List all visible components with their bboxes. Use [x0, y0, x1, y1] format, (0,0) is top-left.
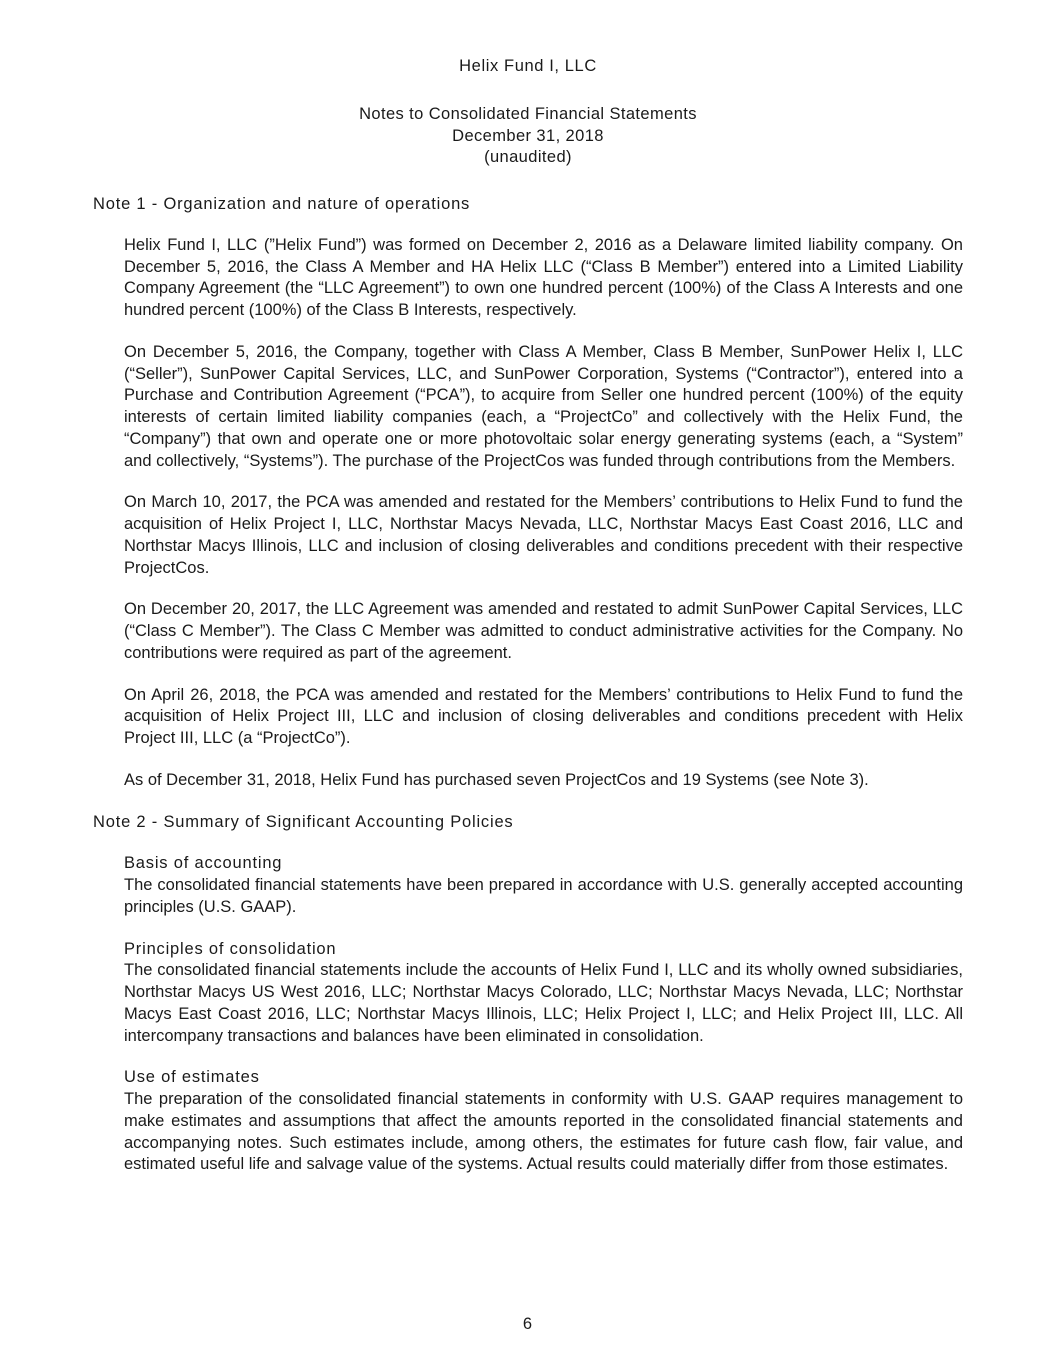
note-1-paragraph-pca-amendment-2018: On April 26, 2018, the PCA was amended and restated for the Members’ contributions to Helix Fund to fund the acquisition of Helix Project III, LLC and inclusion of closing deliverables and conditions precedent with Helix Project III, LLC (a “ProjectCo”).: [124, 685, 963, 747]
note-1-paragraph-formation: Helix Fund I, LLC (”Helix Fund”) was formed on December 2, 2016 as a Delaware limited liability company. On December 5, 2016, the Class A Member and HA Helix LLC (“Class B Member”) entered into a Limited Liability Company Agreement (the “LLC Agreement”) to own one hundred percent (100%) of the Class A Interests and one hundred percent (100%) of the Class B Interests, respectively.: [124, 235, 963, 319]
note-2-heading: Note 2 - Summary of Significant Accounting Policies: [93, 812, 514, 831]
page-number: 6: [522, 1315, 533, 1334]
subsection-body: The consolidated financial statements have been prepared in accordance with U.S. generally accepted accounting principles (U.S. GAAP).: [124, 876, 963, 916]
note-1-heading: Note 1 - Organization and nature of operations: [93, 195, 471, 213]
note-1-paragraph-pca: On December 5, 2016, the Company, together with Class A Member, Class B Member, SunPower Helix I, LLC (“Seller”), SunPower Capital Services, LLC, and SunPower Corporation, Systems (“Contractor”), entered into a Purchase and Contribution Agreement (“PCA”), to acquire from Seller one hundred percent (100%) of the equity interests of certain limited liability companies (each, a “ProjectCo” and collectively with the Helix Fund, the “Company”) that own and operate one or more photovoltaic solar energy generating systems (each, a “System” and collectively, “Systems”). The purchase of the ProjectCos was funded through contributions from the Members.: [124, 342, 963, 470]
note-2-section: [93, 812, 963, 1177]
document-title: Helix Fund I, LLC: [459, 57, 597, 75]
note-1-section: [93, 194, 963, 792]
subsection-heading: Use of estimates: [124, 1068, 260, 1087]
subsection-principles-of-consolidation: [124, 939, 963, 1048]
subsection-heading: Basis of accounting: [124, 854, 283, 873]
note-1-paragraph-llc-agreement-amendment: On December 20, 2017, the LLC Agreement was amended and restated to admit SunPower Capital Services, LLC (“Class C Member”). The Class C Member was admitted to conduct administrative activities for the Company. No contributions were required as part of the agreement.: [124, 600, 963, 662]
subsection-body: The preparation of the consolidated financial statements in conformity with U.S. GAAP requires management to make estimates and assumptions that affect the amounts reported in the consolidated financial statements and accompanying notes. Such estimates include, among others, the estimates for future cash flow, fair value, and estimated useful life and salvage value of the systems. Actual results could materially differ from those estimates.: [124, 1090, 963, 1174]
subsection-body: The consolidated financial statements include the accounts of Helix Fund I, LLC and its wholly owned subsidiaries, Northstar Macys US West 2016, LLC; Northstar Macys Colorado, LLC; Northstar Macys Nevada, LLC; Northstar Macys East Coast 2016, LLC; Northstar Macys Illinois, LLC; Helix Project I, LLC; and Helix Project III, LLC. All intercompany transactions and balances have been eliminated in consolidation.: [124, 961, 963, 1045]
note-1-paragraph-pca-amendment-2017: On March 10, 2017, the PCA was amended and restated for the Members’ contributions to Helix Fund to fund the acquisition of Helix Project I, LLC, Northstar Macys Nevada, LLC, Northstar Macys East Coast 2016, LLC and Northstar Macys Illinois, LLC and inclusion of closing deliverables and conditions precedent with their respective ProjectCos.: [124, 493, 963, 577]
note-1-paragraph-summary: As of December 31, 2018, Helix Fund has purchased seven ProjectCos and 19 Systems (see Note 3).: [124, 770, 869, 789]
subsection-use-of-estimates: [124, 1067, 963, 1176]
document-header: [93, 56, 963, 169]
document-audit-status: (unaudited): [484, 148, 572, 167]
subsection-basis-of-accounting: [124, 853, 963, 918]
document-subtitle: Notes to Consolidated Financial Statements: [359, 104, 697, 123]
document-date: December 31, 2018: [452, 126, 604, 145]
subsection-heading: Principles of consolidation: [124, 939, 337, 958]
